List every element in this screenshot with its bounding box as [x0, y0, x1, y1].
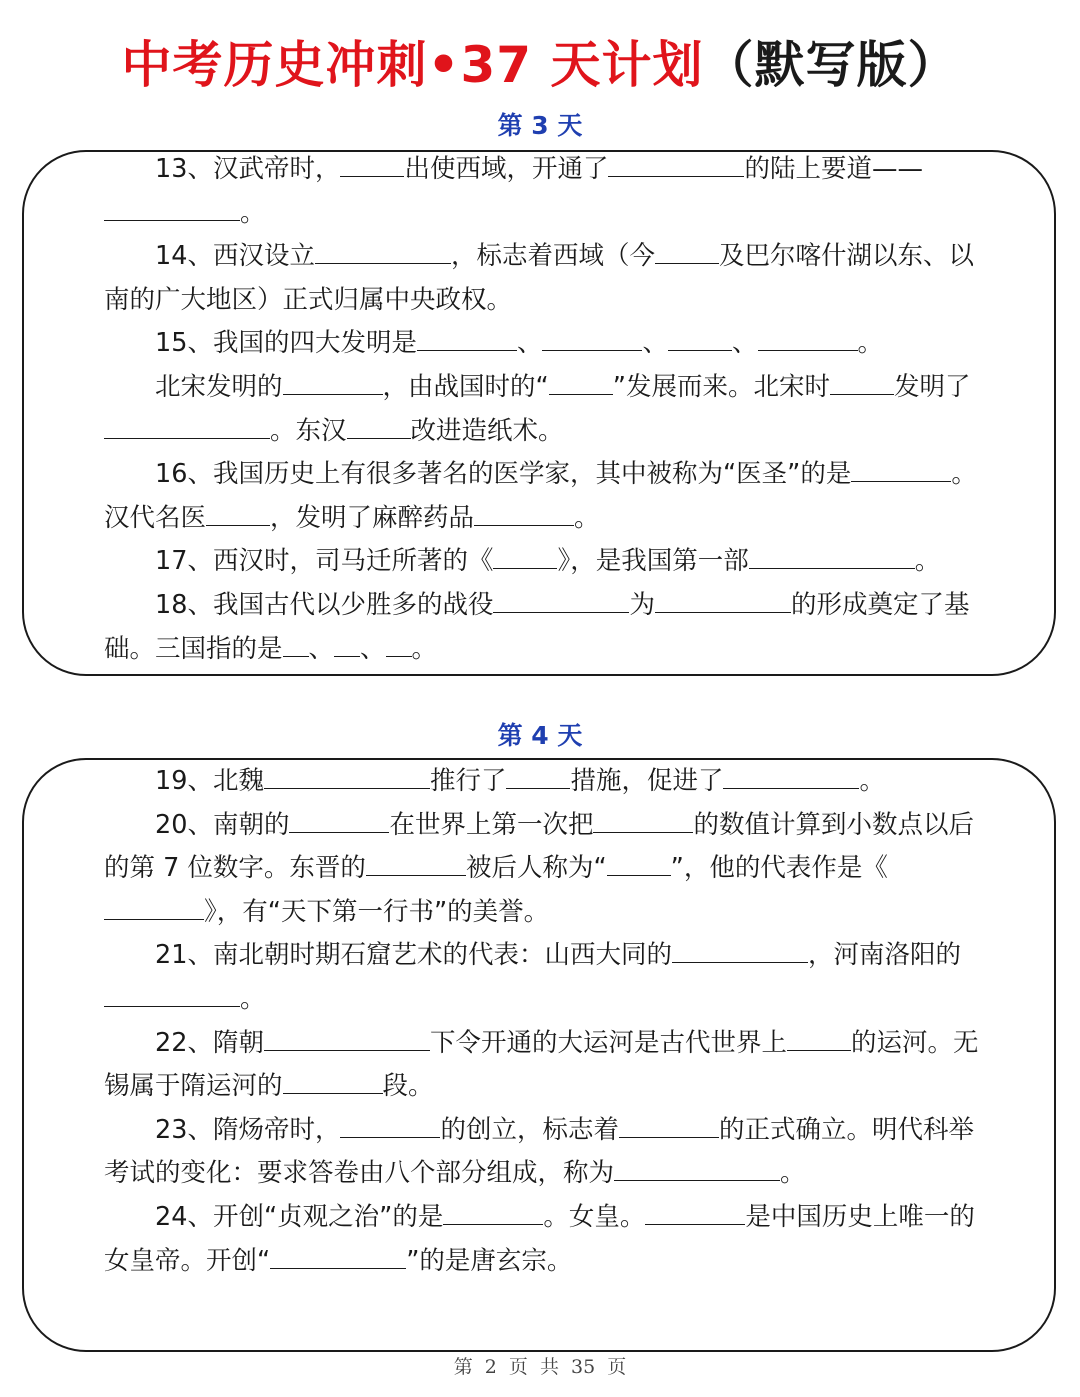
answer-blank[interactable]: [270, 1246, 406, 1269]
answer-blank[interactable]: [283, 634, 309, 657]
answer-blank[interactable]: [417, 328, 517, 351]
answer-blank[interactable]: [386, 634, 412, 657]
question-17: 17、西汉时，司马迁所著的《 》，是我国第一部 。: [155, 546, 941, 577]
answer-blank[interactable]: [549, 372, 613, 395]
question-19: 19、北魏 推行了 措施，促进了 。: [155, 766, 885, 796]
day-3-heading: 第 3 天: [497, 111, 583, 140]
answer-blank[interactable]: [283, 1071, 383, 1094]
answer-blank[interactable]: [749, 546, 915, 569]
answer-blank[interactable]: [334, 634, 360, 657]
page-title: [0, 34, 1080, 96]
answer-blank[interactable]: [104, 198, 240, 221]
answer-blank[interactable]: [206, 503, 270, 526]
answer-blank[interactable]: [289, 810, 389, 833]
answer-blank[interactable]: [366, 853, 466, 876]
day-3-questions: [104, 148, 984, 671]
answer-blank[interactable]: [645, 1202, 745, 1225]
question-22: 22、隋朝 下令开通的大运河是古代世界上 的运河。无锡属于隋运河的 段。: [104, 1027, 979, 1102]
answer-blank[interactable]: [758, 328, 858, 351]
question-15-continued: 北宋发明的 ，由战国时的“ ”发展而来。北宋时 发明了。东汉 改进造纸术。: [104, 366, 984, 453]
day-4-questions: [104, 760, 984, 1283]
answer-blank[interactable]: [493, 546, 557, 569]
answer-blank[interactable]: [787, 1028, 851, 1051]
answer-blank[interactable]: [104, 984, 240, 1007]
answer-blank[interactable]: [851, 459, 951, 482]
answer-blank[interactable]: [443, 1202, 543, 1225]
answer-blank[interactable]: [668, 328, 732, 351]
answer-blank[interactable]: [283, 372, 383, 395]
answer-blank[interactable]: [104, 897, 204, 920]
question-18: 18、我国古代以少胜多的战役 为 的形成奠定了基础。三国指的是 、 、 。: [104, 589, 970, 664]
answer-blank[interactable]: [672, 940, 808, 963]
answer-blank[interactable]: [474, 503, 574, 526]
title-suffix: （默写版）: [703, 36, 959, 94]
answer-blank[interactable]: [607, 853, 671, 876]
day-4-heading: 第 4 天: [497, 721, 583, 750]
answer-blank[interactable]: [264, 1028, 430, 1051]
title-main: 中考历史冲刺•37 天计划: [121, 36, 704, 94]
answer-blank[interactable]: [619, 1115, 719, 1138]
answer-blank[interactable]: [593, 810, 693, 833]
question-16: 16、我国历史上有很多著名的医学家，其中被称为“医圣”的是 。汉代名医 ，发明了麻醉药品 。: [104, 459, 977, 533]
answer-blank[interactable]: [830, 372, 894, 395]
answer-blank[interactable]: [340, 1115, 440, 1138]
answer-blank[interactable]: [264, 766, 430, 789]
answer-blank[interactable]: [723, 766, 859, 789]
answer-blank[interactable]: [655, 241, 719, 264]
answer-blank[interactable]: [315, 241, 451, 264]
question-23: 23、隋炀帝时， 的创立，标志着 的正式确立。明代科举考试的变化：要求答卷由八个部分组成，称为 。: [104, 1114, 974, 1189]
answer-blank[interactable]: [104, 416, 270, 439]
answer-blank[interactable]: [608, 154, 744, 177]
question-20: 20、南朝的 在世界上第一次把 的数值计算到小数点以后的第 7 位数字。东晋的 被后人称为“ ”，他的代表作是《》，有“天下第一行书”的美誉。: [104, 809, 974, 927]
question-21: 21、南北朝时期石窟艺术的代表：山西大同的 ，河南洛阳的。: [104, 934, 984, 1021]
answer-blank[interactable]: [655, 590, 791, 613]
page-footer: 第 2 页 共 35 页: [453, 1356, 627, 1378]
question-15: 15、我国的四大发明是 、 、 、 。: [155, 328, 884, 359]
answer-blank[interactable]: [493, 590, 629, 613]
answer-blank[interactable]: [542, 328, 642, 351]
question-24: 24、开创“贞观之治”的是 。女皇。 是中国历史上唯一的女皇帝。开创“ ”的是唐玄宗。: [104, 1201, 975, 1276]
answer-blank[interactable]: [614, 1158, 780, 1181]
question-13: 13、汉武帝时， 出使西域，开通了 的陆上要道——。: [104, 148, 984, 235]
answer-blank[interactable]: [506, 766, 570, 789]
answer-blank[interactable]: [340, 154, 404, 177]
answer-blank[interactable]: [347, 416, 411, 439]
question-14: 14、西汉设立 ，标志着西域（今 及巴尔喀什湖以东、以南的广大地区）正式归属中央政权。: [104, 241, 974, 315]
